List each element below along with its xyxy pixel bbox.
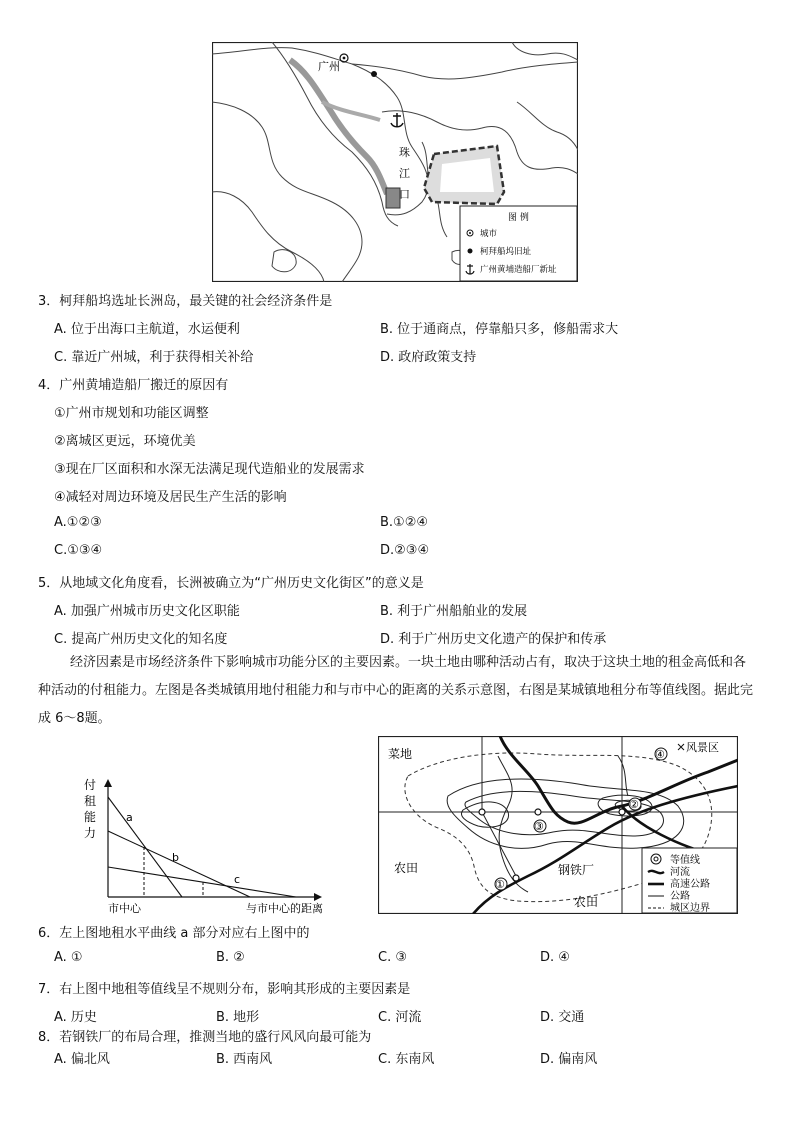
legend-title: 图 例: [508, 213, 529, 223]
q6-option-d[interactable]: D. ④: [540, 950, 570, 965]
label-zhu: 珠: [399, 146, 410, 159]
svg-text:城区边界: 城区边界: [670, 903, 710, 914]
q3-option-a[interactable]: A. 位于出海口主航道，水运便利: [54, 322, 240, 337]
q8-option-d[interactable]: D. 偏南风: [540, 1052, 598, 1067]
q5-stem: 5．从地域文化角度看，长洲被确立为“广州历史文化街区”的意义是: [38, 576, 424, 591]
label-vegetable: 菜地: [388, 747, 413, 761]
kebai-dock-dot-icon: [371, 71, 377, 77]
q7-option-c[interactable]: C. 河流: [378, 1010, 422, 1025]
q7-option-d[interactable]: D. 交通: [540, 1010, 585, 1025]
legend-city: 城市: [480, 229, 498, 239]
map2-legend: [642, 848, 737, 914]
passage-text: 经济因素是市场经济条件下影响城市功能分区的主要因素。一块土地由哪种活动占有，取决于这块土地的租金高低和各种活动的付租能力。左图是各类城镇用地付租能力和与市中心的距离的关系示意图，右图是某城镇地租分布等值线图。据此完成 6～8题。: [38, 655, 754, 726]
label-jiang: 江: [399, 167, 410, 180]
q4-option-d[interactable]: D.②③④: [380, 543, 430, 558]
svg-text:③: ③: [534, 820, 544, 833]
q4-stem: 4．广州黄埔造船厂搬迁的原因有: [38, 378, 229, 393]
q5-option-b[interactable]: B. 利于广州船舶业的发展: [380, 604, 528, 619]
q4-option-b[interactable]: B.①②④: [380, 515, 429, 530]
label-kou: 口: [399, 188, 410, 201]
legend-huangpu: 广州黄埔造船厂新址: [480, 265, 557, 275]
svg-text:高速公路: 高速公路: [670, 879, 710, 890]
svg-text:河流: 河流: [670, 867, 690, 878]
label-farmland-left: 农田: [394, 861, 419, 875]
svg-text:公路: 公路: [670, 891, 690, 902]
q3-option-c[interactable]: C. 靠近广州城，利于获得相关补给: [54, 350, 254, 365]
pearl-river-map-svg: [212, 42, 578, 282]
map1-legend: [460, 206, 577, 281]
q5-option-a[interactable]: A. 加强广州城市历史文化区职能: [54, 604, 240, 619]
label-guangzhou: 广州: [318, 60, 340, 73]
rent-isoline-map-svg: [378, 736, 738, 914]
q7-option-b[interactable]: B. 地形: [216, 1010, 260, 1025]
series-a-label: a: [126, 811, 133, 824]
label-farmland-bottom: 农田: [574, 895, 599, 909]
q6-option-a[interactable]: A. ①: [54, 950, 83, 965]
q4-option-a[interactable]: A.①②③: [54, 515, 102, 530]
curve-a: [108, 797, 182, 897]
curve-b: [108, 831, 250, 897]
q3-option-d[interactable]: D. 政府政策支持: [380, 350, 477, 365]
q4-item-3: ③现在厂区面积和水深无法满足现代造船业的发展需求: [54, 462, 365, 477]
q8-option-c[interactable]: C. 东南风: [378, 1052, 435, 1067]
q3-stem: 3．柯拜船坞选址长洲岛，最关键的社会经济条件是: [38, 294, 333, 309]
q4-item-1: ①广州市规划和功能区调整: [54, 406, 209, 421]
q8-option-b[interactable]: B. 西南风: [216, 1052, 273, 1067]
q6-option-b[interactable]: B. ②: [216, 950, 245, 965]
series-c-label: c: [234, 873, 241, 886]
q7-option-a[interactable]: A. 历史: [54, 1010, 97, 1025]
bid-rent-chart: [70, 775, 350, 915]
svg-text:①: ①: [495, 878, 505, 891]
svg-text:②: ②: [629, 798, 639, 811]
series-b-label: b: [172, 851, 179, 864]
pearl-river-map: [212, 42, 578, 282]
x-axis-label: 与市中心的距离: [246, 902, 323, 915]
label-scenic: 风景区: [686, 741, 719, 754]
q8-stem: 8．若钢铁厂的布局合理，推测当地的盛行风风向最可能为: [38, 1030, 372, 1045]
x-origin-label: 市中心: [108, 902, 141, 915]
bid-rent-chart-svg: [70, 775, 350, 915]
q4-option-c[interactable]: C.①③④: [54, 543, 103, 558]
q5-option-c[interactable]: C. 提高广州历史文化的知名度: [54, 632, 228, 647]
q3-option-b[interactable]: B. 位于通商点，停靠船只多，修船需求大: [380, 322, 619, 337]
q5-option-d[interactable]: D. 利于广州历史文化遗产的保护和传承: [380, 632, 607, 647]
svg-text:等值线: 等值线: [670, 855, 700, 866]
q8-option-a[interactable]: A. 偏北风: [54, 1052, 110, 1067]
label-steel-plant: 钢铁厂: [558, 863, 595, 877]
y-axis-label: 付 租 能 力: [84, 778, 97, 840]
q7-stem: 7．右上图中地租等值线呈不规则分布，影响其形成的主要因素是: [38, 982, 411, 997]
rent-isoline-map: [378, 736, 738, 914]
svg-text:④: ④: [655, 748, 665, 761]
q4-item-4: ④减轻对周边环境及居民生产生活的影响: [54, 490, 287, 505]
q4-item-2: ②离城区更远，环境优美: [54, 434, 196, 449]
q6-stem: 6．左上图地租水平曲线 a 部分对应右上图中的: [38, 926, 310, 941]
q6-option-c[interactable]: C. ③: [378, 950, 407, 965]
legend-kebai: 柯拜船坞旧址: [480, 247, 532, 257]
curve-c: [108, 867, 296, 897]
